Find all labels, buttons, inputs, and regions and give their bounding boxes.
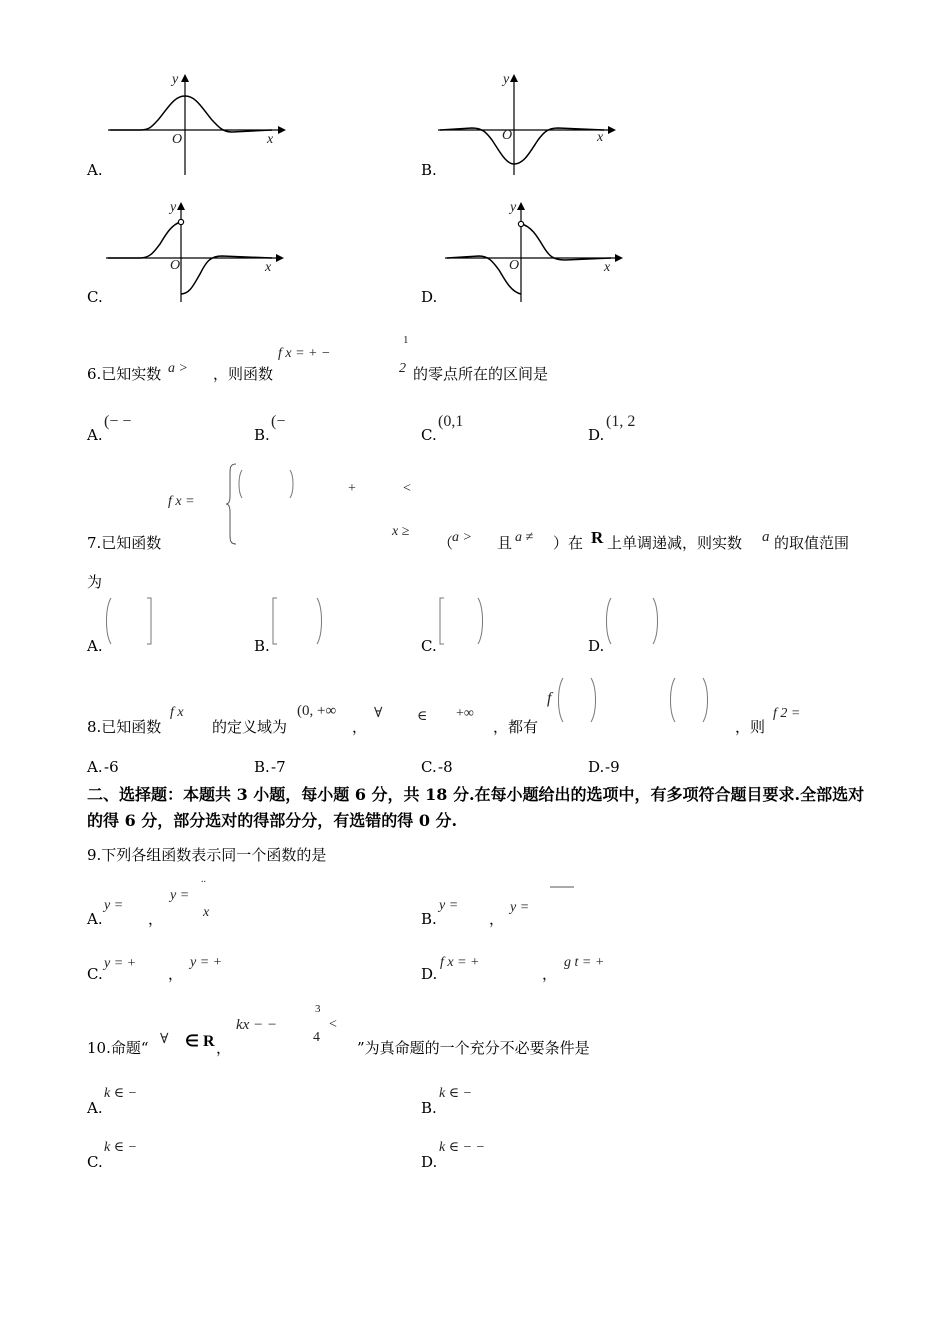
q9-option-b-comma: ， bbox=[489, 910, 505, 928]
q8-bracket-2 bbox=[667, 676, 717, 726]
q10-option-c-value: k ∈ − bbox=[104, 1140, 138, 1155]
q6-condition: a > bbox=[168, 361, 188, 376]
q8-function: f x bbox=[170, 705, 184, 720]
q7-real-set: R bbox=[591, 528, 604, 547]
q8-domain: (0, +∞ bbox=[297, 703, 337, 719]
q7-function: f x = bbox=[168, 494, 195, 509]
q8-have: ，都有 bbox=[493, 718, 539, 736]
x-axis-label: x bbox=[604, 260, 611, 275]
graph-c bbox=[100, 198, 290, 306]
piecewise-brace bbox=[226, 462, 306, 546]
section-2-heading: 二、选择题：本题共 3 小题，每小题 6 分，共 18 分.在每小题给出的选项中，有多项符合题目要求.全部选对的得 6 分，部分选对的得部分分，有选错的得 0 分. bbox=[87, 785, 865, 830]
q7-cond-a: a > bbox=[452, 530, 472, 545]
q10-forall: ∀ bbox=[160, 1032, 169, 1047]
q6-option-d-label: D. bbox=[588, 426, 605, 444]
graph-d bbox=[441, 198, 631, 306]
q7-cond-neq: a ≠ bbox=[515, 530, 534, 545]
q10-option-c-label: C. bbox=[87, 1153, 103, 1171]
q7-tail: 上单调递减，则实数 bbox=[607, 534, 743, 552]
q6-option-d-value: (1, 2 bbox=[606, 413, 636, 430]
q6-option-c-value: (0,1 bbox=[438, 413, 464, 430]
q10-expression: kx − − bbox=[236, 1017, 278, 1033]
q7-stem: 7.已知函数 bbox=[87, 534, 162, 552]
q6-option-c-label: C. bbox=[421, 426, 437, 444]
q7-line2: 为 bbox=[87, 573, 103, 591]
q6-option-b-value: (− bbox=[271, 413, 286, 430]
q8-domain-text: 的定义域为 bbox=[212, 718, 288, 736]
q8-f2: f 2 = bbox=[773, 706, 801, 721]
q8-forall: ∀ bbox=[374, 706, 383, 721]
q8-option-a-label: A. bbox=[87, 758, 103, 776]
q9-option-a-expr1: y = bbox=[104, 898, 124, 913]
q7-option-b-label: B. bbox=[254, 637, 270, 655]
q7-option-a-interval bbox=[103, 596, 155, 648]
q8-comma: ， bbox=[352, 718, 368, 736]
q9-option-b-expr2: y = bbox=[510, 900, 530, 915]
q9-option-b-label: B. bbox=[421, 910, 437, 928]
q9-option-d-comma: ， bbox=[542, 965, 558, 983]
q6-option-a-label: A. bbox=[87, 426, 103, 444]
q9-option-d-expr1: f x = + bbox=[440, 955, 480, 970]
q7-cond-and: 且 bbox=[497, 534, 513, 552]
q8-then: ，则 bbox=[735, 718, 766, 736]
q7-option-d-label: D. bbox=[588, 637, 605, 655]
q6-function: f x = + − bbox=[278, 346, 331, 361]
q7-cond-close: ）在 bbox=[553, 534, 584, 552]
graph-b bbox=[432, 70, 622, 180]
q8-option-b-value: -7 bbox=[271, 758, 286, 776]
q7-cond-open: （ bbox=[438, 534, 454, 552]
q10-option-d-value: k ∈ − − bbox=[439, 1140, 485, 1155]
q9-option-b-radical bbox=[548, 884, 578, 890]
q7-plus: + bbox=[348, 481, 356, 496]
graph-label-d: D. bbox=[421, 288, 438, 306]
q10-option-a-value: k ∈ − bbox=[104, 1086, 138, 1101]
q7-option-a-label: A. bbox=[87, 637, 103, 655]
q7-less-than: < bbox=[403, 481, 411, 496]
y-axis-label: y bbox=[503, 72, 510, 87]
q9-option-a-label: A. bbox=[87, 910, 103, 928]
graph-a bbox=[100, 70, 290, 180]
q7-option-b-interval bbox=[269, 596, 329, 648]
q9-option-a-comma: ， bbox=[148, 910, 164, 928]
q9-stem: 9.下列各组函数表示同一个函数的是 bbox=[87, 846, 327, 864]
y-axis-label: y bbox=[510, 200, 517, 215]
q7-option-d-interval bbox=[603, 596, 663, 648]
q8-stem: 8.已知函数 bbox=[87, 718, 162, 736]
q9-option-c-expr1: y = + bbox=[104, 956, 137, 971]
q9-option-a-x: x bbox=[203, 905, 210, 920]
origin-label: O bbox=[509, 258, 520, 273]
q6-tail: 的零点所在的区间是 bbox=[413, 365, 549, 383]
origin-label: O bbox=[502, 128, 513, 143]
q9-option-c-expr2: y = + bbox=[190, 955, 223, 970]
q10-stem: 10.命题“ bbox=[87, 1039, 149, 1057]
q8-option-d-label: D. bbox=[588, 758, 605, 776]
q8-infinity: +∞ bbox=[456, 706, 474, 721]
q7-x-geq: x ≥ bbox=[392, 524, 410, 539]
q6-fraction-numerator: 1 bbox=[403, 334, 409, 346]
q9-option-b-expr1: y = bbox=[439, 898, 459, 913]
q10-fraction-num: 3 bbox=[315, 1003, 321, 1015]
graph-label-c: C. bbox=[87, 288, 103, 306]
q7-a: a bbox=[762, 529, 770, 545]
y-axis-label: y bbox=[172, 72, 179, 87]
q10-fraction-den: 4 bbox=[313, 1030, 320, 1045]
q10-tail: ”为真命题的一个充分不必要条件是 bbox=[357, 1039, 590, 1057]
x-axis-label: x bbox=[597, 130, 604, 145]
q10-less-than: < bbox=[329, 1017, 337, 1032]
q6-option-b-label: B. bbox=[254, 426, 270, 444]
q6-option-a-value: (− − bbox=[104, 413, 132, 430]
x-axis-label: x bbox=[265, 260, 272, 275]
q6-stem: 6.已知实数 bbox=[87, 365, 162, 383]
q6-fraction-denominator: 2 bbox=[399, 361, 406, 376]
q8-option-d-value: -9 bbox=[605, 758, 620, 776]
y-axis-label: y bbox=[170, 200, 177, 215]
q8-in: ∈ bbox=[417, 709, 428, 724]
q9-option-c-comma: ， bbox=[168, 965, 184, 983]
q10-in-r: ∈ R bbox=[185, 1033, 215, 1050]
q10-option-a-label: A. bbox=[87, 1099, 103, 1117]
graph-label-a: A. bbox=[87, 161, 103, 179]
q10-option-b-value: k ∈ − bbox=[439, 1086, 473, 1101]
q10-option-d-label: D. bbox=[421, 1153, 438, 1171]
q6-mid-text: ，则函数 bbox=[213, 365, 274, 383]
q8-option-b-label: B. bbox=[254, 758, 270, 776]
q8-bracket-1 bbox=[555, 676, 605, 726]
graph-label-b: B. bbox=[421, 161, 437, 179]
q10-option-b-label: B. bbox=[421, 1099, 437, 1117]
q9-option-d-expr2: g t = + bbox=[564, 955, 605, 970]
q7-option-c-interval bbox=[436, 596, 488, 648]
q7-tail2: 的取值范围 bbox=[774, 534, 850, 552]
q9-option-d-label: D. bbox=[421, 965, 438, 983]
q8-option-c-value: -8 bbox=[438, 758, 453, 776]
q8-option-a-value: -6 bbox=[104, 758, 119, 776]
q8-option-c-label: C. bbox=[421, 758, 437, 776]
origin-label: O bbox=[170, 258, 181, 273]
q9-option-a-exp: .. bbox=[201, 874, 206, 885]
origin-label: O bbox=[172, 132, 183, 147]
q7-option-c-label: C. bbox=[421, 637, 437, 655]
q8-f: f bbox=[547, 690, 552, 707]
x-axis-label: x bbox=[267, 132, 274, 147]
q9-option-c-label: C. bbox=[87, 965, 103, 983]
q10-comma: ， bbox=[216, 1039, 232, 1057]
q9-option-a-expr2: y = bbox=[170, 888, 190, 903]
